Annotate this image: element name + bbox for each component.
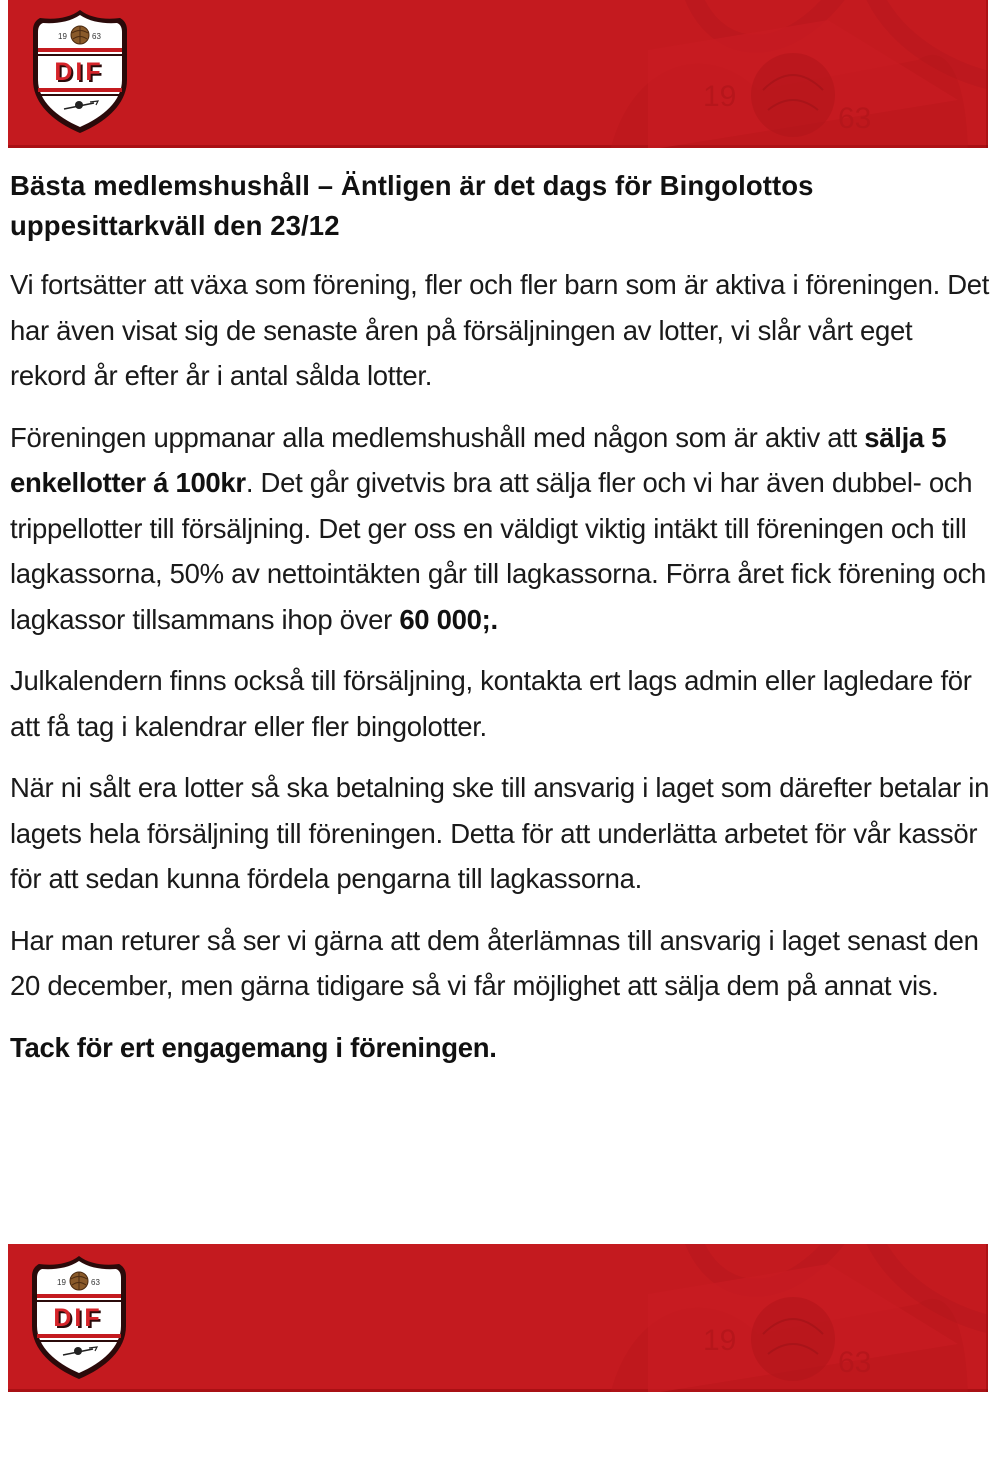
paragraph-text: Har man returer så ser vi gärna att dem återlämnas till ansvarig i laget senast den 20 december, men gärna tidigare så vi får möjlighet att sälja dem på annat vis. <box>10 924 979 1001</box>
highlight-sell-five-tickets: sälja 5 enkellotter á 100kr <box>10 421 947 498</box>
watermark-crest-icon <box>588 1244 988 1392</box>
paragraph-text: När ni sålt era lotter så ska betalning ske till ansvarig i laget som därefter betalar in lagets hela försäljning till föreningen. Detta för att underlätta arbetet för vår kassör för att sedan kunna fördela pengarna till lagkassorna. <box>10 772 990 894</box>
paragraph-calendar <box>10 658 990 749</box>
watermark-year-right: 63 <box>838 102 872 135</box>
paragraph-text: Julkalendern finns också till försäljning, kontakta ert lags admin eller lagledare för att få tag i kalendrar eller fler bingolotter. <box>10 665 972 742</box>
watermark-year-left: 19 <box>703 1324 737 1357</box>
closing-thanks: Tack för ert engagemang i föreningen. <box>10 1031 497 1063</box>
paragraph-growth <box>10 262 990 399</box>
paragraph-text: Vi fortsätter att växa som förening, fler och fler barn som är aktiva i föreningen. Det har även visat sig de senaste åren på försäljningen av lotter, vi slår vårt eget rekord år efter år i antal sålda lotter. <box>10 269 990 391</box>
highlight-total-amount: 60 000;. <box>399 603 498 635</box>
watermark-year-right: 63 <box>838 1346 872 1379</box>
paragraph-sales-request <box>10 415 990 643</box>
article-headline: Bästa medlemshushåll – Äntligen är det dags för Bingolottos uppesittarkväll den 23/12 <box>10 170 814 241</box>
article <box>10 166 990 1070</box>
dif-crest-logo-icon <box>28 6 132 136</box>
dif-crest-logo-icon <box>26 1252 132 1382</box>
watermark-crest-icon <box>588 0 988 148</box>
footer-banner <box>8 1244 988 1392</box>
paragraph-returns <box>10 918 990 1009</box>
header-banner <box>8 0 988 148</box>
paragraph-text: . Det går givetvis bra att sälja fler och vi har även dubbel- och trippellotter till försäljning. Det ger oss en väldigt viktig intäkt till föreningen och till lagkassorna, 50% av nettointäkten går till lagkassorna. Förra året fick förening och lagkassor tillsammans ihop över <box>10 467 987 635</box>
paragraph-payment <box>10 765 990 902</box>
paragraph-text: Föreningen uppmanar alla medlemshushåll med någon som är aktiv att <box>10 421 865 453</box>
watermark-year-left: 19 <box>703 80 737 113</box>
